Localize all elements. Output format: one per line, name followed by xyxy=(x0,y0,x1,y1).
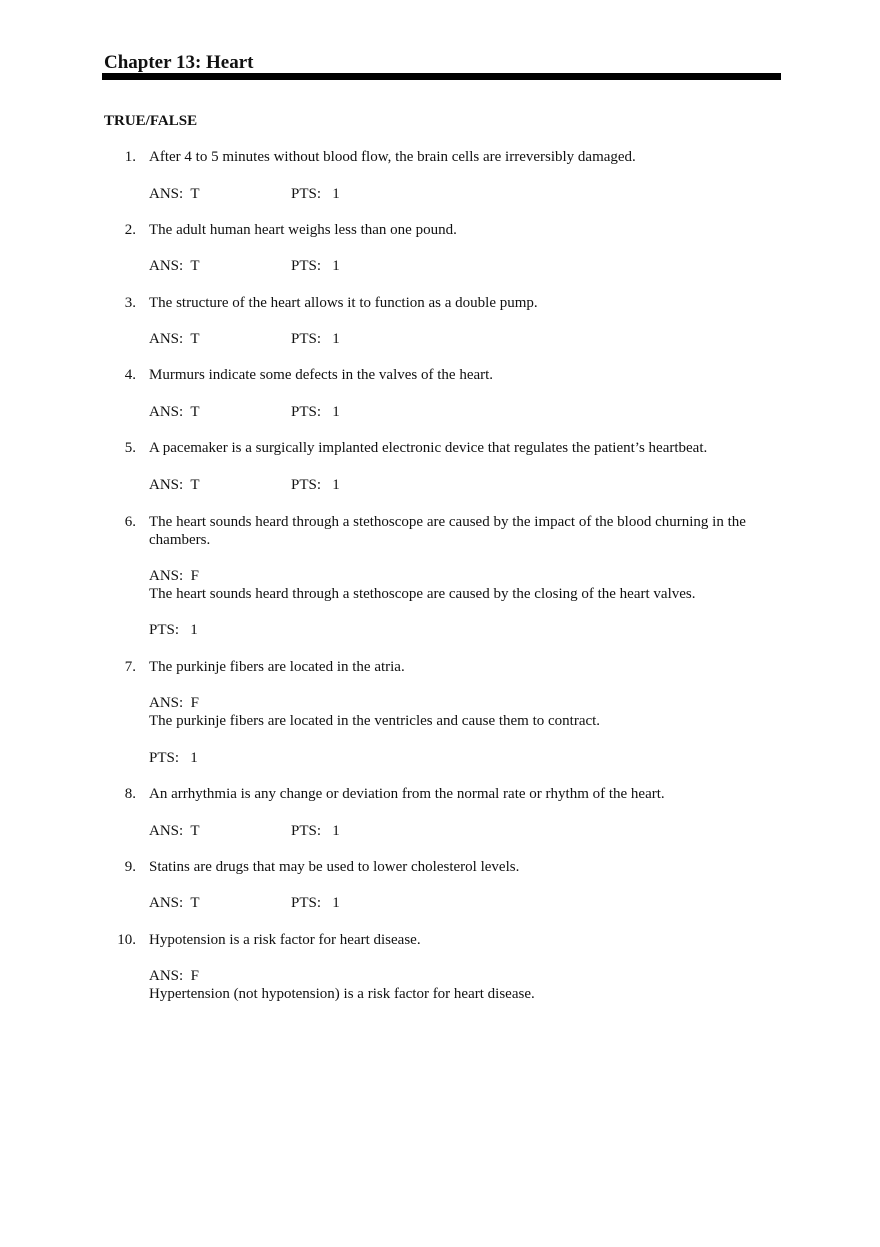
points-label: PTS: 1 xyxy=(291,258,340,274)
question-number: 1. xyxy=(124,149,136,165)
question-number: 2. xyxy=(124,222,136,238)
answer-rationale: The purkinje fibers are located in the ventricles and cause them to contract. xyxy=(149,713,601,729)
answer-label: ANS: T xyxy=(149,186,200,202)
answer-label: ANS: T xyxy=(149,823,200,839)
section-heading: TRUE/FALSE xyxy=(104,113,198,129)
answer-rationale: The heart sounds heard through a stethoscope are caused by the closing of the heart valves. xyxy=(149,586,696,602)
question-text: Hypotension is a risk factor for heart disease. xyxy=(149,932,421,948)
title-rule xyxy=(102,73,781,80)
question-text: The adult human heart weighs less than one pound. xyxy=(149,222,457,238)
answer-label: ANS: F xyxy=(149,695,200,711)
question-number: 6. xyxy=(124,514,136,530)
page-title: Chapter 13: Heart xyxy=(104,52,254,73)
answer-label: ANS: T xyxy=(149,404,200,420)
answer-label: ANS: F xyxy=(149,968,200,984)
answer-label: ANS: T xyxy=(149,331,200,347)
question-text: The structure of the heart allows it to function as a double pump. xyxy=(149,295,538,311)
points-label: PTS: 1 xyxy=(291,823,340,839)
points-label: PTS: 1 xyxy=(291,477,340,493)
question-number: 7. xyxy=(124,659,136,675)
answer-label: ANS: T xyxy=(149,258,200,274)
question-number: 8. xyxy=(124,786,136,802)
question-text: A pacemaker is a surgically implanted electronic device that regulates the patient’s heartbeat. xyxy=(149,440,708,456)
points-label: PTS: 1 xyxy=(291,895,340,911)
question-text: An arrhythmia is any change or deviation from the normal rate or rhythm of the heart. xyxy=(149,786,665,802)
answer-label: ANS: T xyxy=(149,477,200,493)
question-text: Statins are drugs that may be used to lower cholesterol levels. xyxy=(149,859,520,875)
points-label: PTS: 1 xyxy=(291,331,340,347)
question-number: 3. xyxy=(124,295,136,311)
points-label: PTS: 1 xyxy=(149,622,198,638)
question-text: The purkinje fibers are located in the atria. xyxy=(149,659,405,675)
question-number: 10. xyxy=(117,932,136,948)
points-label: PTS: 1 xyxy=(149,750,198,766)
points-label: PTS: 1 xyxy=(291,186,340,202)
question-number: 4. xyxy=(124,367,136,383)
question-text: After 4 to 5 minutes without blood flow, the brain cells are irreversibly damaged. xyxy=(149,149,636,165)
question-text: Murmurs indicate some defects in the valves of the heart. xyxy=(149,367,494,383)
answer-rationale: Hypertension (not hypotension) is a risk factor for heart disease. xyxy=(149,986,535,1002)
answer-label: ANS: T xyxy=(149,895,200,911)
question-number: 5. xyxy=(124,440,136,456)
question-text: The heart sounds heard through a stethoscope are caused by the impact of the blood churning in the chambers. xyxy=(149,514,746,548)
points-label: PTS: 1 xyxy=(291,404,340,420)
answer-label: ANS: F xyxy=(149,568,200,584)
question-number: 9. xyxy=(124,859,136,875)
